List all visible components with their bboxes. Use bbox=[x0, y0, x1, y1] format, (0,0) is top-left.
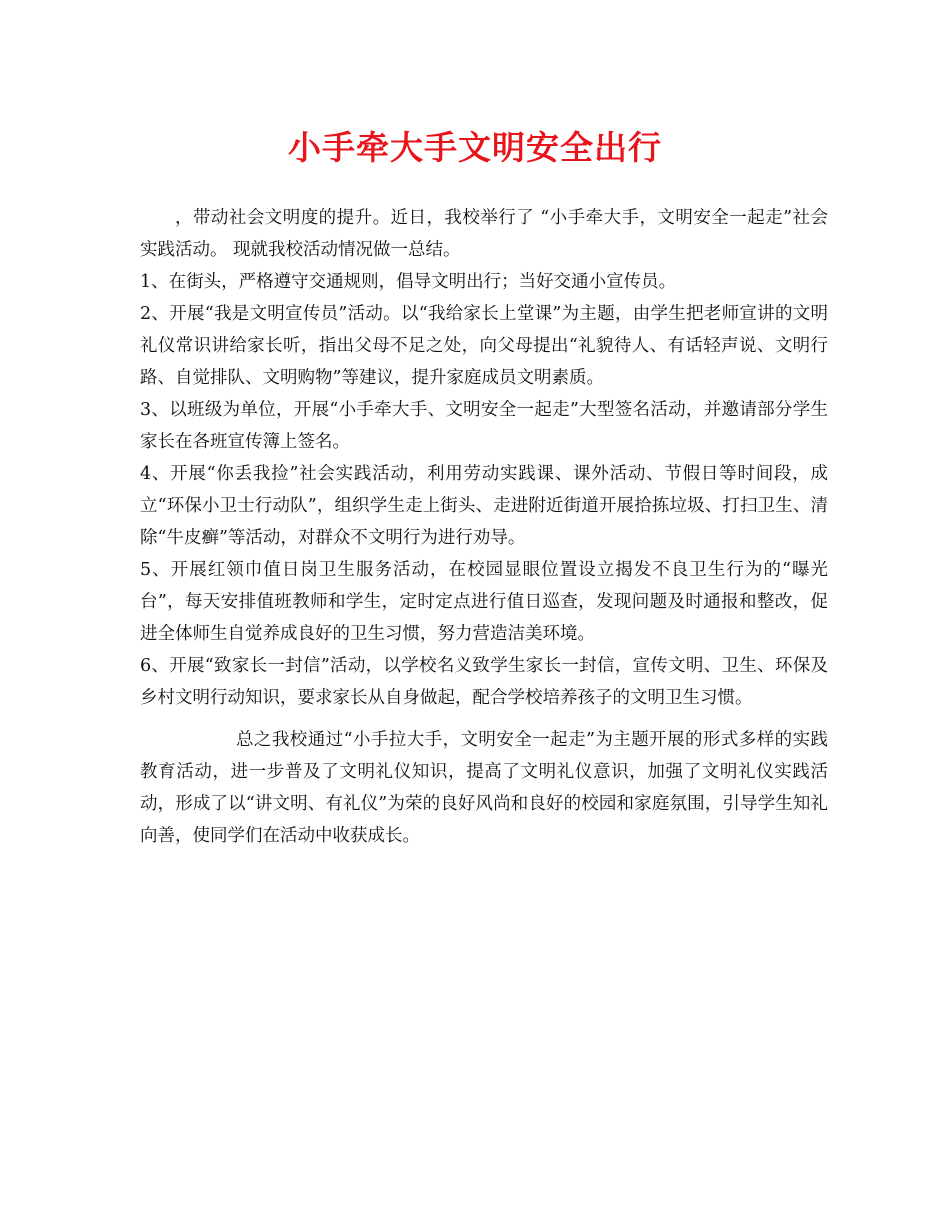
list-item: 6、开展“致家长一封信”活动，以学校名义致学生家长一封信，宣传文明、卫生、环保及乡村文明行动知识，要求家长从自身做起，配合学校培养孩子的文明卫生习惯。 bbox=[140, 656, 828, 708]
list-item: 3、以班级为单位，开展“小手牵大手、文明安全一起走”大型签名活动，并邀请部分学生家长在各班宣传簿上签名。 bbox=[140, 400, 828, 452]
list-item: 5、开展红领巾值日岗卫生服务活动，在校园显眼位置设立揭发不良卫生行为的“曝光台”，每天安排值班教师和学生，定时定点进行值日巡查，发现问题及时通报和整改，促进全体师生自觉养成良好的卫生习惯，努力营造洁美环境。 bbox=[140, 560, 828, 644]
document-title: 小手牵大手文明安全出行 bbox=[288, 128, 662, 167]
list-item: 4、开展“你丢我捡”社会实践活动，利用劳动实践课、课外活动、节假日等时间段，成立“环保小卫士行动队”，组织学生走上街头、走进附近街道开展拾拣垃圾、打扫卫生、清除“牛皮癣”等活动，对群众不文明行为进行劝导。 bbox=[140, 464, 828, 548]
conclusion-paragraph: 总之我校通过“小手拉大手，文明安全一起走”为主题开展的形式多样的实践教育活动，进一步普及了文明礼仪知识，提高了文明礼仪意识，加强了文明礼仪实践活动，形成了以“讲文明、有礼仪”为荣的良好风尚和良好的校园和家庭氛围，引导学生知礼向善，使同学们在活动中收获成长。 bbox=[140, 730, 828, 846]
list-item: 2、开展“我是文明宣传员”活动。以“我给家长上堂课”为主题，由学生把老师宣讲的文明礼仪常识讲给家长听，指出父母不足之处，向父母提出“礼貌待人、有话轻声说、文明行路、自觉排队、文明购物”等建议，提升家庭成员文明素质。 bbox=[140, 304, 828, 388]
intro-paragraph: ，带动社会文明度的提升。近日，我校举行了 “小手牵大手，文明安全一起走”社会实践活动。 现就我校活动情况做一总结。 bbox=[140, 208, 828, 260]
list-item: 1、在街头，严格遵守交通规则，倡导文明出行；当好交通小宣传员。 bbox=[140, 272, 677, 292]
document-body bbox=[140, 202, 828, 852]
